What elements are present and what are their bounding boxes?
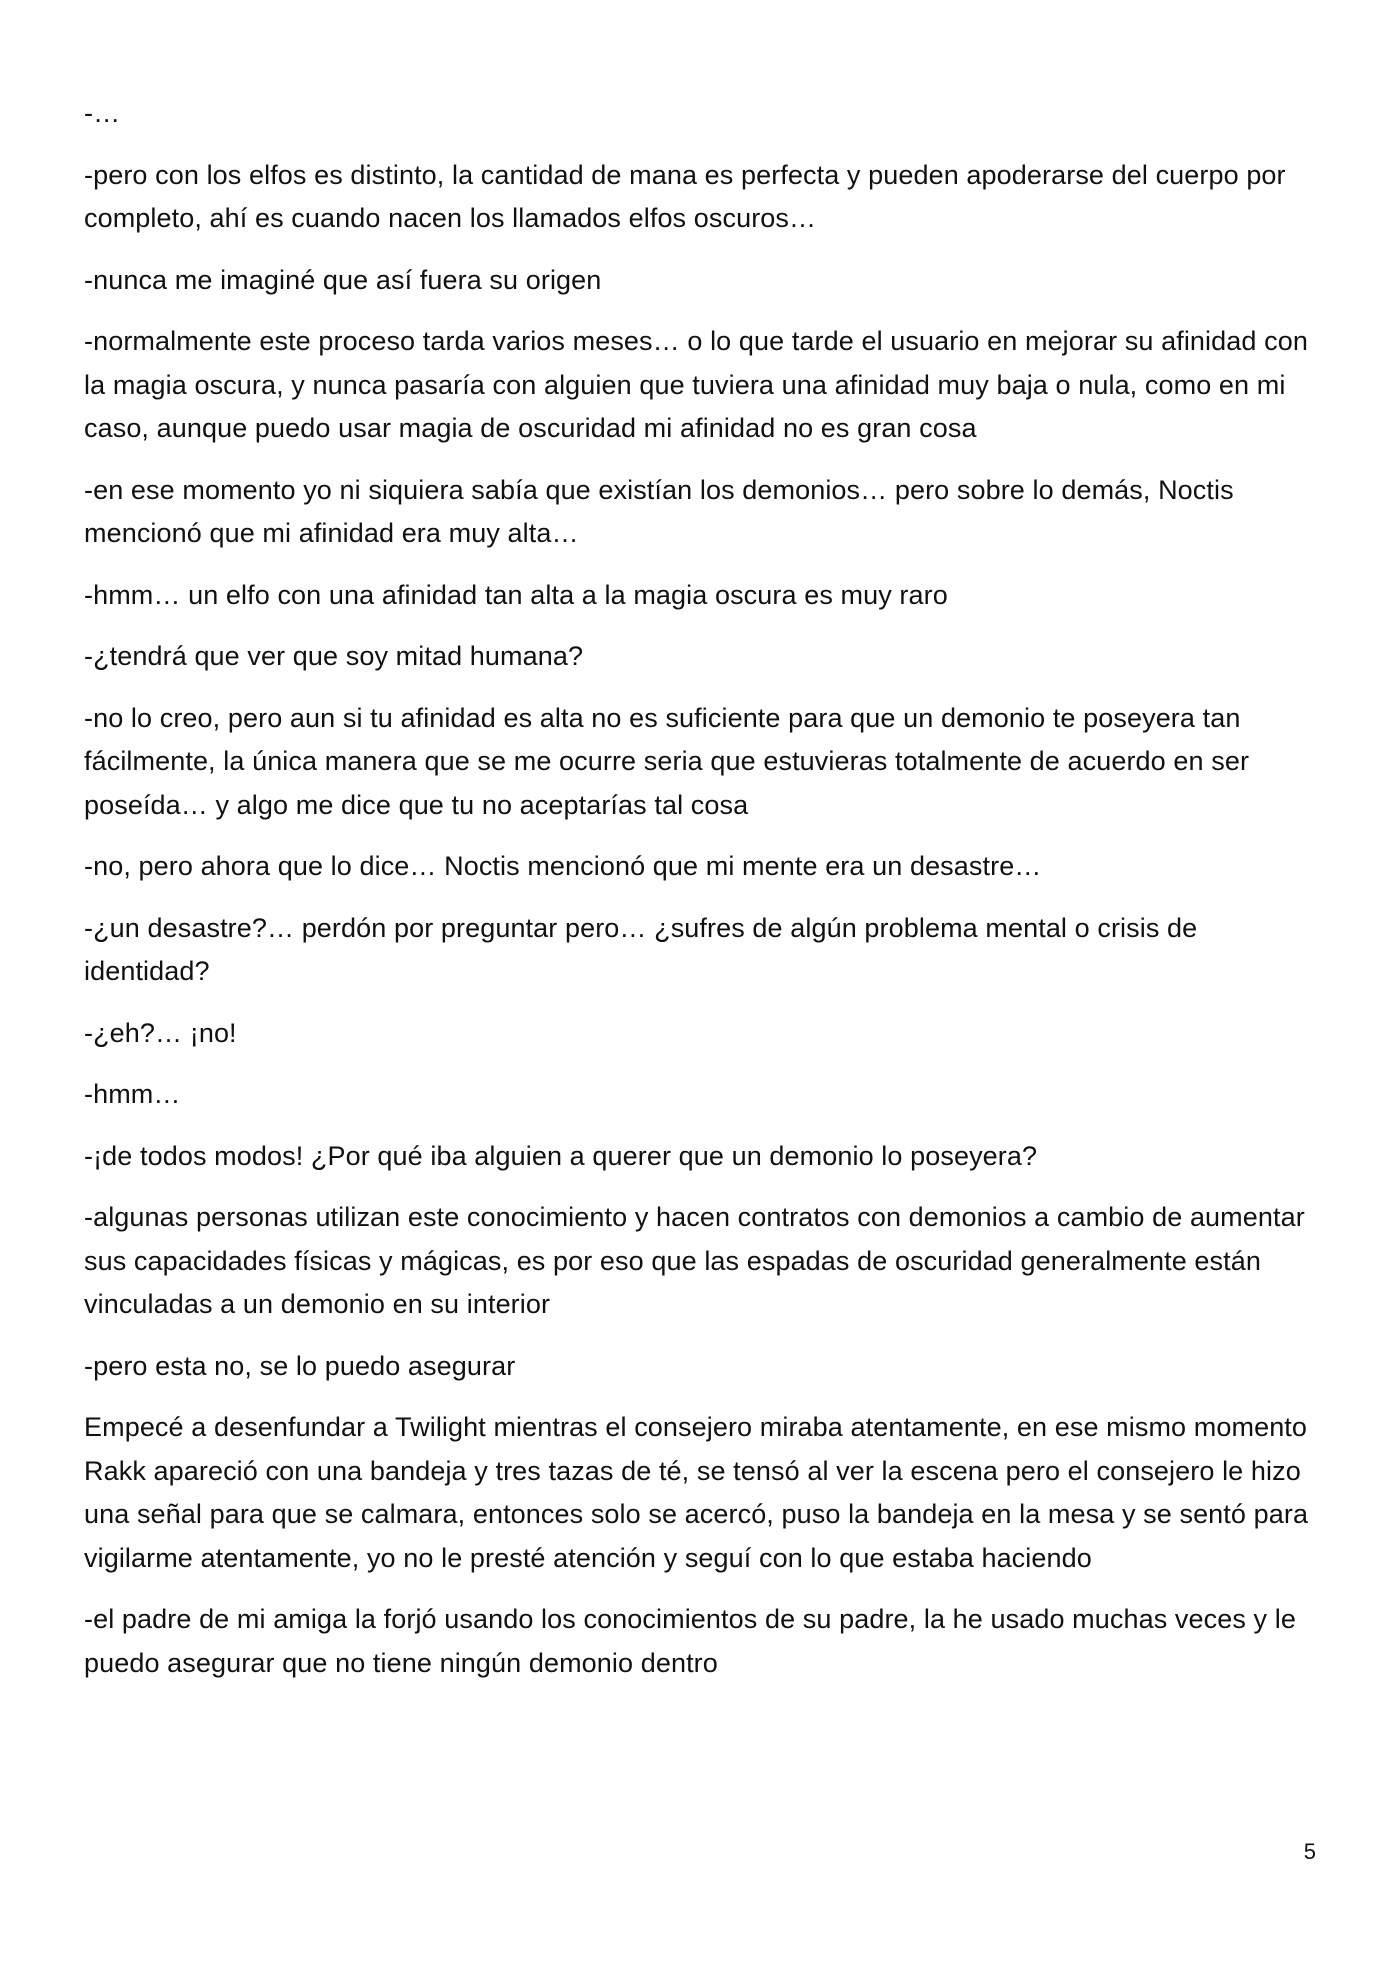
paragraph: -algunas personas utilizan este conocimiento y hacen contratos con demonios a cambio de aumentar sus capacidades físicas y mágicas, es por eso que las espadas de oscuridad generalmente están vinculadas a un demonio en su interior: [84, 1202, 1305, 1319]
paragraph: -pero esta no, se lo puedo asegurar: [84, 1350, 516, 1381]
paragraph: -¡de todos modos! ¿Por qué iba alguien a querer que un demonio lo poseyera?: [84, 1140, 1038, 1171]
paragraph: -no lo creo, pero aun si tu afinidad es alta no es suficiente para que un demonio te poseyera tan fácilmente, la única manera que se me ocurre seria que estuvieras totalmente de acuerdo en ser poseída… y algo me dice que tu no aceptarías tal cosa: [84, 702, 1250, 820]
paragraph: -nunca me imaginé que así fuera su origen: [84, 264, 602, 295]
paragraph: -¿eh?… ¡no!: [84, 1017, 237, 1048]
paragraph: -hmm…: [84, 1079, 181, 1109]
paragraph: Empecé a desenfundar a Twilight mientras el consejero miraba atentamente, en ese mismo momento Rakk apareció con una bandeja y tres tazas de té, se tensó al ver la escena pero el consejero le hizo una señal para que se calmara, entonces solo se acercó, puso la bandeja en la mesa y se sentó para vigilarme atentamente, yo no le presté atención y seguí con lo que estaba haciendo: [84, 1412, 1309, 1573]
paragraph: -¿tendrá que ver que soy mitad humana?: [84, 641, 584, 671]
paragraph: -el padre de mi amiga la forjó usando los conocimientos de su padre, la he usado muchas veces y le puedo asegurar que no tiene ningún demonio dentro: [84, 1604, 1296, 1678]
paragraph: -¿un desastre?… perdón por preguntar pero… ¿sufres de algún problema mental o crisis de identidad?: [84, 912, 1198, 986]
paragraph: -pero con los elfos es distinto, la cantidad de mana es perfecta y pueden apoderarse del cuerpo por completo, ahí es cuando nacen los llamados elfos oscuros…: [84, 159, 1286, 233]
paragraph: -no, pero ahora que lo dice… Noctis mencionó que mi mente era un desastre…: [84, 851, 1042, 881]
page-number: 5: [1303, 1839, 1316, 1864]
page-body: [84, 92, 1324, 1703]
paragraph: -en ese momento yo ni siquiera sabía que existían los demonios… pero sobre lo demás, Noctis mencionó que mi afinidad era muy alta…: [84, 474, 1234, 548]
paragraph: -normalmente este proceso tarda varios meses… o lo que tarde el usuario en mejorar su afinidad con la magia oscura, y nunca pasaría con alguien que tuviera una afinidad muy baja o nula, como en mi caso, aunque puedo usar magia de oscuridad mi afinidad no es gran cosa: [84, 326, 1308, 443]
paragraph: -hmm… un elfo con una afinidad tan alta a la magia oscura es muy raro: [84, 579, 948, 610]
paragraph: -…: [84, 98, 121, 128]
